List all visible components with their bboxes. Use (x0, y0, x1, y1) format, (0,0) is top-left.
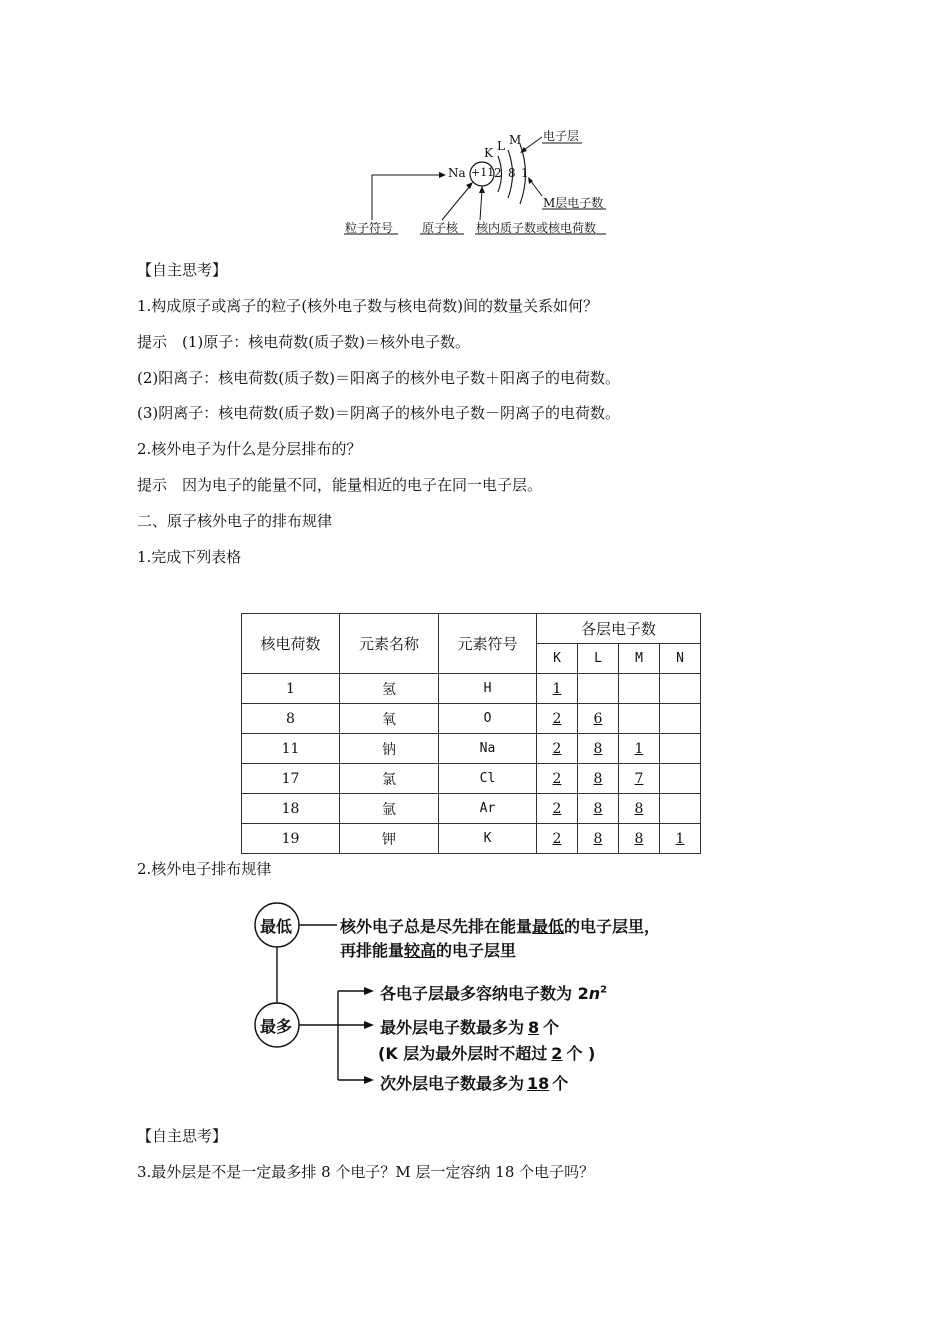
answer-2: 提示 因为电子的能量不同，能量相近的电子在同一电子层。 (137, 476, 543, 494)
electron-config-table (241, 613, 701, 854)
cell-symbol: H (439, 674, 537, 704)
shell-m: M (509, 133, 522, 147)
cell-l: 8 (593, 740, 603, 757)
cell-z: 19 (242, 824, 340, 854)
rule-second-outermost-answer: 18 (527, 1074, 550, 1093)
cell-l: 8 (593, 830, 603, 847)
table-row (242, 824, 701, 854)
cell-l: 8 (593, 800, 603, 817)
cell-z: 1 (242, 674, 340, 704)
table-row (242, 674, 701, 704)
cell-z: 11 (242, 734, 340, 764)
cell-l: 8 (593, 770, 603, 787)
cell-name: 钠 (340, 734, 439, 764)
cell-z: 17 (242, 764, 340, 794)
cell-name: 钾 (340, 824, 439, 854)
cell-k: 2 (552, 830, 562, 847)
cell-symbol: Ar (439, 794, 537, 824)
cell-m: 7 (634, 770, 644, 787)
rule-lowest-circle: 最低 (260, 917, 293, 936)
rule-most-circle: 最多 (260, 1017, 293, 1036)
cell-k: 2 (552, 800, 562, 817)
cell-z: 18 (242, 794, 340, 824)
answer-1-anion: (3)阴离子：核电荷数(质子数)＝阴离子的核外电子数－阴离子的电荷数。 (137, 404, 620, 422)
rules-title: 2.核外电子排布规律 (137, 860, 272, 878)
cell-name: 氧 (340, 704, 439, 734)
section-heading-2: 二、原子核外电子的排布规律 (137, 512, 333, 530)
cell-k: 1 (552, 680, 562, 697)
rule-outermost-max: 最外层电子数最多为 8 个 (380, 1018, 560, 1037)
label-m-count: M层电子数 (543, 196, 604, 210)
subheader-l: L (578, 644, 619, 674)
cell-k: 2 (552, 710, 562, 727)
rule-max-per-shell: 各电子层最多容纳电子数为 $2n^2$ (380, 984, 608, 1003)
rule-second-outermost-max: 次外层电子数最多为 18 个 (380, 1074, 569, 1093)
rule-k-shell-note: (K 层为最外层时不超过 2 个 ) (378, 1044, 596, 1063)
atom-nucleus-charge: +11 (471, 166, 495, 179)
cell-k: 2 (552, 770, 562, 787)
question-1: 1.构成原子或离子的粒子(核外电子数与核电荷数)间的数量关系如何？ (137, 297, 599, 315)
cell-symbol: Cl (439, 764, 537, 794)
rule-lowest-line1: 核外电子总是尽先排在能量最低的电子层里， (340, 917, 661, 936)
header-element-name: 元素名称 (340, 614, 439, 674)
table-task: 1.完成下列表格 (137, 548, 242, 566)
rule-k-shell-answer: 2 (551, 1044, 563, 1063)
header-shell-electrons: 各层电子数 (537, 614, 701, 644)
question-3: 3.最外层是不是一定最多排 8 个电子？M 层一定容纳 18 个电子吗？ (137, 1163, 595, 1181)
rule-lowest-line2: 再排能量较高的电子层里 (340, 941, 517, 960)
cell-m: 8 (634, 830, 644, 847)
shell-k: K (484, 146, 493, 160)
cell-m: 8 (634, 800, 644, 817)
table-row (242, 794, 701, 824)
label-shell: 电子层 (543, 129, 580, 143)
header-nuclear-charge: 核电荷数 (242, 614, 340, 674)
count-k: 2 (494, 166, 502, 180)
cell-m: 1 (634, 740, 644, 757)
cell-symbol: O (439, 704, 537, 734)
cell-l: 6 (593, 710, 603, 727)
cell-name: 氢 (340, 674, 439, 704)
header-element-symbol: 元素符号 (439, 614, 537, 674)
think-title-2: 【自主思考】 (137, 1127, 228, 1145)
think-title-1: 【自主思考】 (137, 261, 228, 279)
shell-l: L (497, 139, 505, 153)
count-l: 8 (508, 166, 516, 180)
table-row (242, 734, 701, 764)
answer-1-atom: 提示 (1)原子：核电荷数(质子数)＝核外电子数。 (137, 333, 470, 351)
cell-k: 2 (552, 740, 562, 757)
label-nuclear-charge: 核内质子数或核电荷数 (476, 221, 597, 235)
subheader-k: K (537, 644, 578, 674)
cell-name: 氩 (340, 794, 439, 824)
cell-z: 8 (242, 704, 340, 734)
atom-symbol: Na (448, 166, 466, 180)
rule-higher-answer: 较高 (404, 941, 437, 960)
count-m: 1 (521, 166, 529, 180)
label-particle-symbol: 粒子符号 (345, 221, 394, 235)
cell-symbol: K (439, 824, 537, 854)
cell-symbol: Na (439, 734, 537, 764)
subheader-m: M (619, 644, 660, 674)
cell-n: 1 (675, 830, 685, 847)
label-nucleus: 原子核 (422, 221, 459, 235)
rule-outermost-answer: 8 (528, 1018, 540, 1037)
subheader-n: N (660, 644, 701, 674)
question-2: 2.核外电子为什么是分层排布的？ (137, 440, 362, 458)
table-row (242, 704, 701, 734)
answer-1-cation: (2)阳离子：核电荷数(质子数)＝阳离子的核外电子数＋阳离子的电荷数。 (137, 369, 620, 387)
table-row (242, 764, 701, 794)
rule-lowest-answer: 最低 (532, 917, 565, 936)
cell-name: 氯 (340, 764, 439, 794)
